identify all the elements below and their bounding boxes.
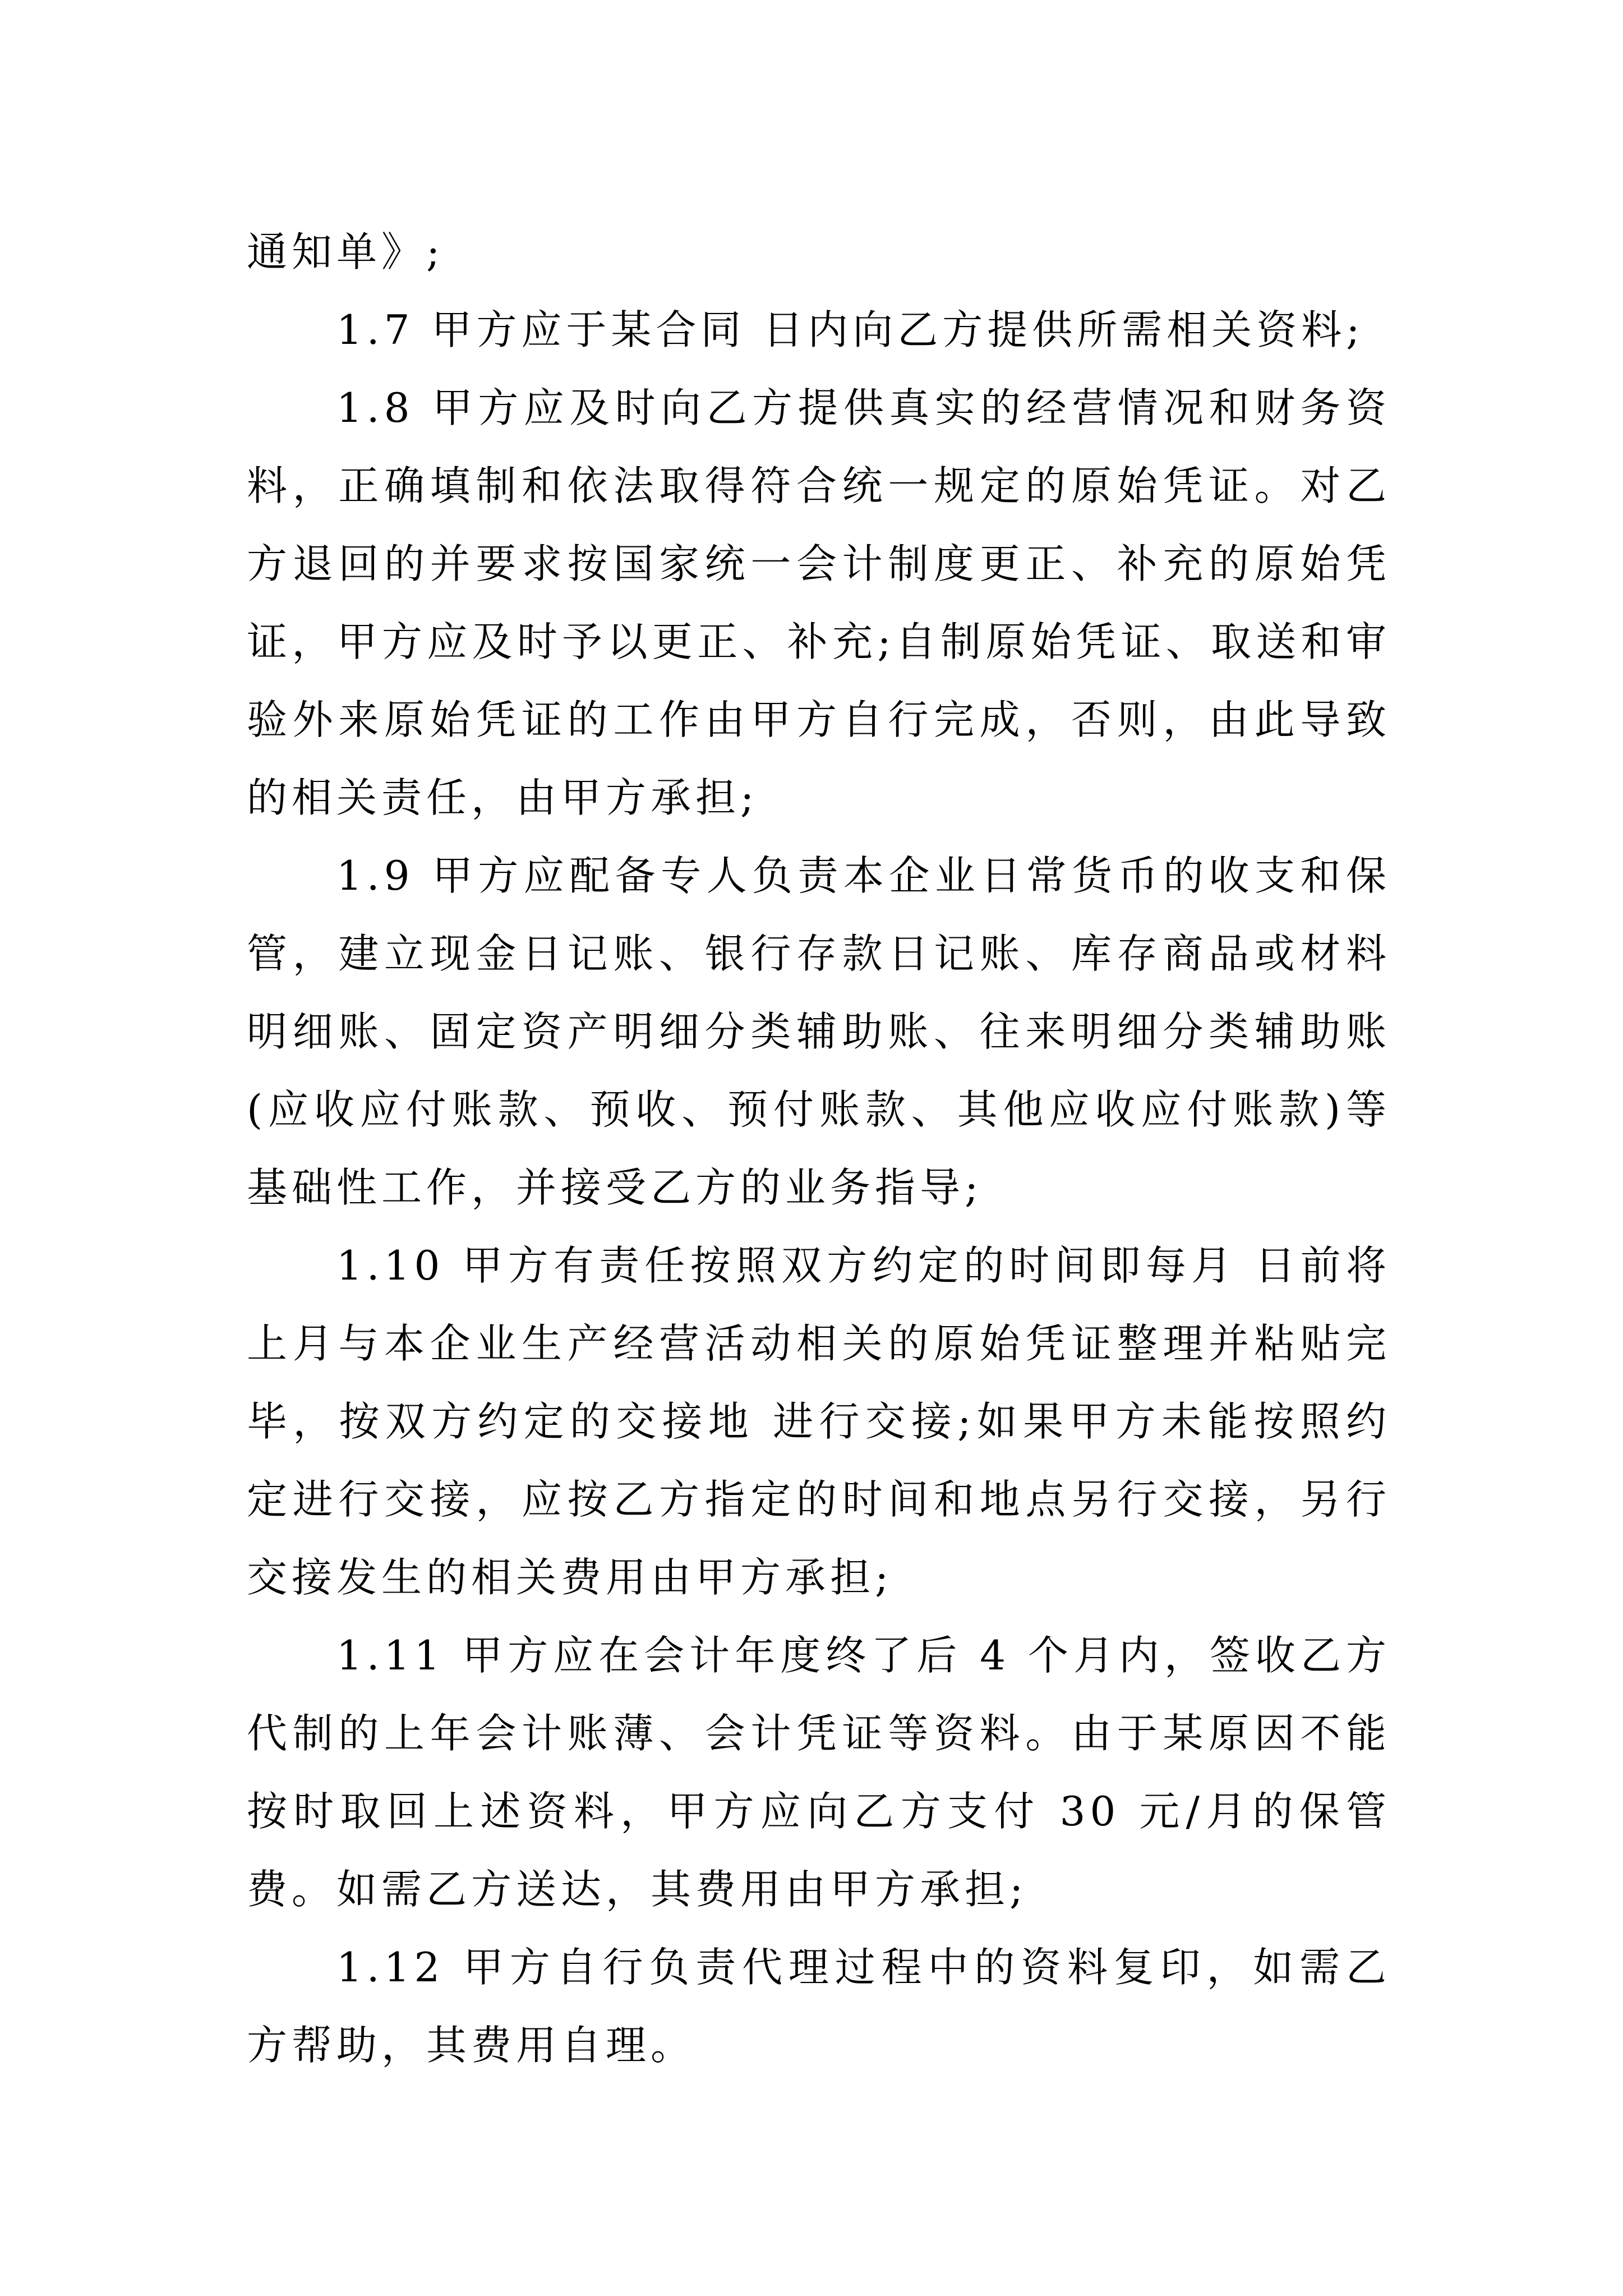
paragraph-continuation: 通知单》; xyxy=(247,228,445,275)
clause-1-8: 1.8 甲方应及时向乙方提供真实的经营情况和财务资料，正确填制和依法取得符合统一规定的原始凭证。对乙方退回的并要求按国家统一会计制度更正、补充的原始凭证，甲方应及时予以更正、补充;自制原始凭证、取送和审验外来原始凭证的工作由甲方自行完成，否则，由此导致的相关责任，由甲方承担; xyxy=(247,384,1391,821)
clause-1-12: 1.12 甲方自行负责代理过程中的资料复印，如需乙方帮助，其费用自理。 xyxy=(247,1944,1391,2069)
clause-1-7: 1.7 甲方应于某合同 日内向乙方提供所需相关资料; xyxy=(336,306,1364,353)
clause-1-9: 1.9 甲方应配备专人负责本企业日常货币的收支和保管，建立现金日记账、银行存款日记账、库存商品或材料明细账、固定资产明细分类辅助账、往来明细分类辅助账(应收应付账款、预收、预付账款、其他应收应付账款)等基础性工作，并接受乙方的业务指导; xyxy=(247,852,1391,1211)
clause-1-10: 1.10 甲方有责任按照双方约定的时间即每月 日前将上月与本企业生产经营活动相关的原始凭证整理并粘贴完毕，按双方约定的交接地 进行交接;如果甲方未能按照约定进行交接，应按乙方指定的时间和地点另行交接，另行交接发生的相关费用由甲方承担; xyxy=(247,1242,1391,1601)
clause-1-11: 1.11 甲方应在会计年度终了后 4 个月内，签收乙方代制的上年会计账薄、会计凭证等资料。由于某原因不能按时取回上述资料，甲方应向乙方支付 30 元/月的保管费。如需乙方送达，其费用由甲方承担; xyxy=(247,1632,1391,1913)
document-body xyxy=(247,213,1391,2085)
